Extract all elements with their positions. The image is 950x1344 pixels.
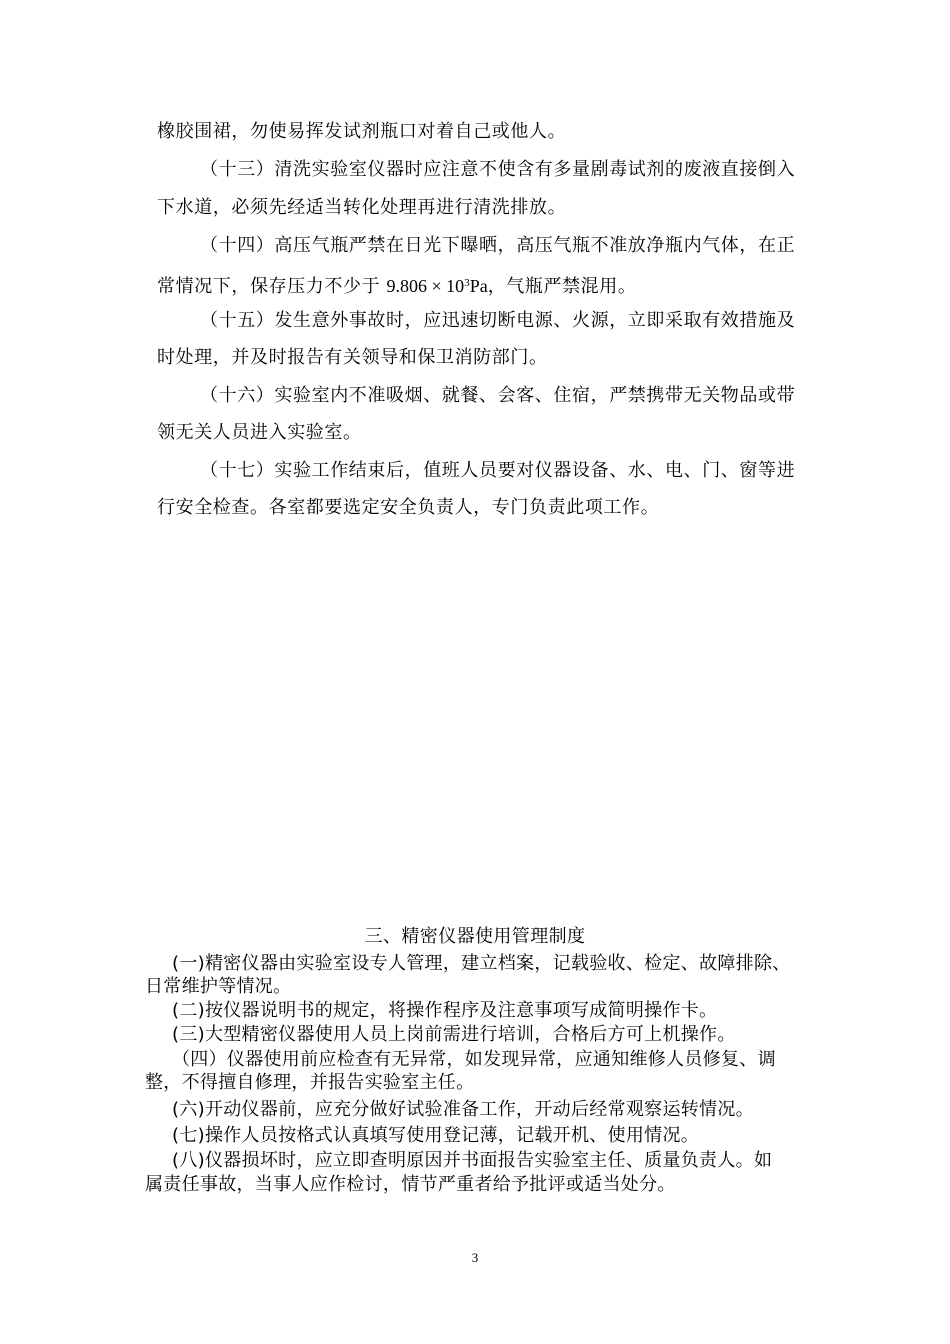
item-1-line-2: 日常维护等情况。 <box>145 976 292 997</box>
rule-15-line-2: 时处理，并及时报告有关领导和保卫消防部门。 <box>157 347 548 368</box>
section-title: 三、精密仪器使用管理制度 <box>364 926 586 947</box>
rule-14-line-2 <box>157 272 637 298</box>
pressure-value: 9.806 × 10 <box>386 276 465 296</box>
rule-15-line-1: （十五）发生意外事故时，应迅速切断电源、火源，立即采取有效措施及 <box>200 310 796 331</box>
item-7: (七)操作人员按格式认真填写使用登记薄，记载开机、使用情况。 <box>172 1125 700 1146</box>
rule-13-line-1: （十三）清洗实验室仪器时应注意不使含有多量剧毒试剂的废液直接倒入 <box>200 159 796 180</box>
rule-14-pressure-prefix: 常情况下，保存压力不少于 <box>157 276 387 297</box>
item-8-line-1: (八)仪器损坏时，应立即查明原因并书面报告实验室主任、质量负责人。如 <box>172 1150 773 1171</box>
item-6: (六)开动仪器前，应充分做好试验准备工作，开动后经常观察运转情况。 <box>172 1099 754 1120</box>
rule-17-line-1: （十七）实验工作结束后，值班人员要对仪器设备、水、电、门、窗等进 <box>200 460 796 481</box>
item-4-line-1: （四）仪器使用前应检查有无异常，如发现异常，应通知维修人员修复、调 <box>172 1049 776 1070</box>
rule-13-line-2: 下水道，必须先经适当转化处理再进行清洗排放。 <box>157 197 567 218</box>
pressure-exponent: 3 <box>464 277 470 289</box>
item-3: (三)大型精密仪器使用人员上岗前需进行培训，合格后方可上机操作。 <box>172 1024 736 1045</box>
rule-17-line-2: 行安全检查。各室都要选定安全负责人，专门负责此项工作。 <box>157 497 660 518</box>
item-4-line-2: 整，不得擅自修理，并报告实验室主任。 <box>145 1072 475 1093</box>
pressure-unit: Pa <box>469 276 488 296</box>
item-8-line-2: 属责任事故，当事人应作检讨，情节严重者给予批评或适当处分。 <box>145 1174 676 1195</box>
item-1-line-1: (一)精密仪器由实验室设专人管理，建立档案，记载验收、检定、故障排除、 <box>172 953 791 974</box>
item-2: (二)按仪器说明书的规定，将操作程序及注意事项写成简明操作卡。 <box>172 1000 718 1021</box>
rule-14-pressure-suffix: ，气瓶严禁混用。 <box>487 276 637 297</box>
rule-14-line-1: （十四）高压气瓶严禁在日光下曝晒，高压气瓶不准放净瓶内气体，在正 <box>200 235 796 256</box>
rule-12-continuation: 橡胶围裙，勿使易挥发试剂瓶口对着自己或他人。 <box>157 121 567 142</box>
rule-16-line-2: 领无关人员进入实验室。 <box>157 422 362 443</box>
rule-16-line-1: （十六）实验室内不准吸烟、就餐、会客、住宿，严禁携带无关物品或带 <box>200 385 796 406</box>
page-number: 3 <box>471 1250 479 1265</box>
